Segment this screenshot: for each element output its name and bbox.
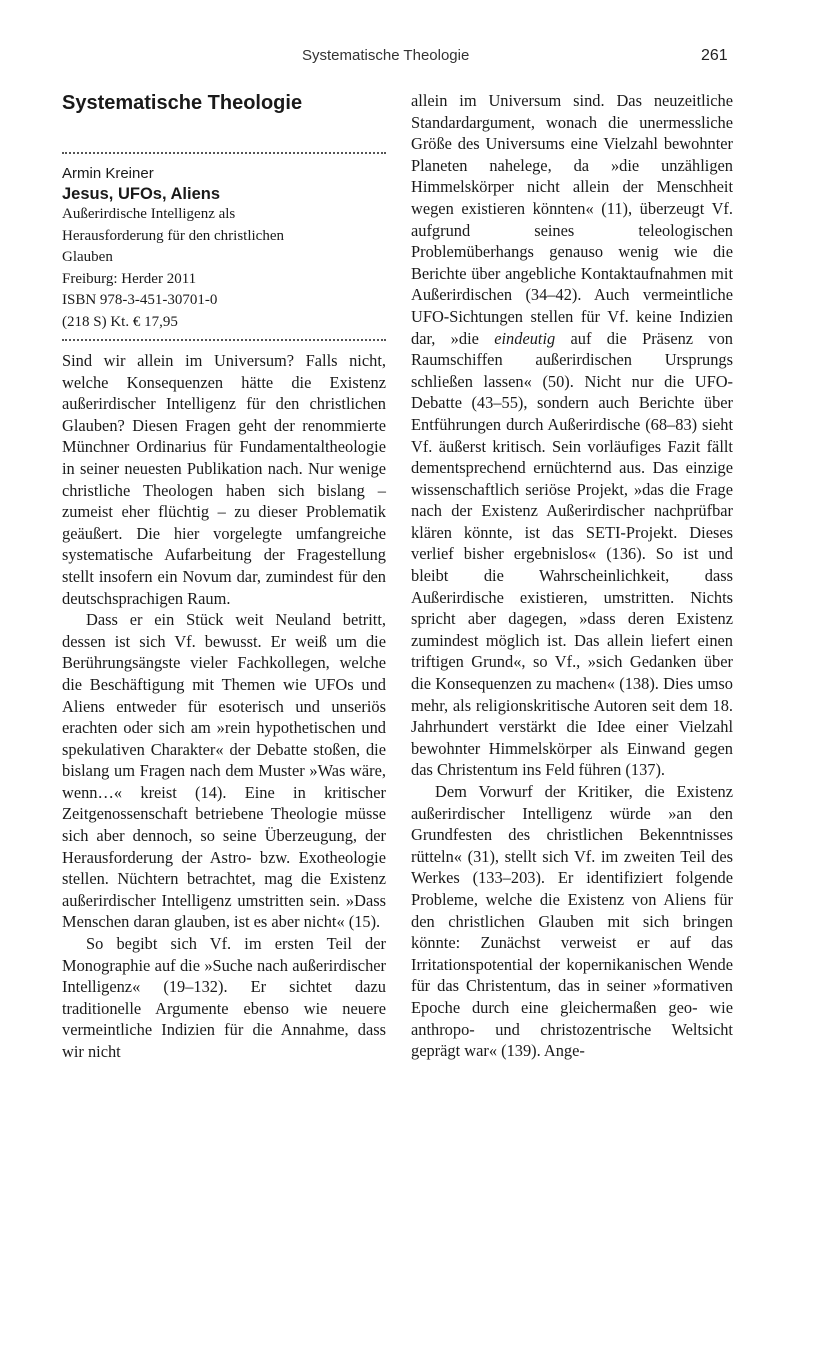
- page-number: 261: [701, 47, 728, 64]
- book-author: Armin Kreiner: [62, 165, 154, 182]
- body-paragraph: Dem Vorwurf der Kritiker, die Existenz außerirdischer Intelligenz würde »an den Grundfesten des christlichen Bekenntnisses rütteln« (31), stellt sich Vf. im zweiten Teil des Werkes (133–203). Er identifiziert folgende Probleme, welche die Existenz von Aliens für den christlichen Glauben mit sich bringen könnte: Zunächst verweist er auf das Irritationspotential der kopernikanischen Wende für das Christentum, das in seiner »formativen Epoche durch eine gleichermaßen geo- wie anthropo- und christozentrische Weltsicht geprägt war« (139). Ange-: [411, 782, 733, 1061]
- body-paragraph: [411, 90, 733, 781]
- body-paragraph: Sind wir allein im Universum? Falls nicht, welche Konsequenzen hätte die Existenz außerirdischer Intelligenz für den christlichen Glauben? Diesen Fragen geht der renommierte Münchner Ordinarius für Fundamentaltheologie in seiner neuesten Publikation nach. Nur wenige christliche Theologen haben sich bislang – zumeist eher flüchtig – zu dieser Problematik geäußert. Die hier vorgelegte umfangreiche systematische Aufarbeitung der Fragestellung stellt insofern ein Novum dar, zumindest für den deutschsprachigen Raum.: [62, 351, 386, 608]
- book-price: (218 S) Kt. € 17,95: [62, 313, 178, 330]
- emphasis-text: eindeutig: [494, 328, 556, 348]
- book-subtitle-line: Glauben: [62, 249, 113, 265]
- dotted-divider-bottom: [62, 339, 386, 341]
- paragraph-text: auf die Präsenz von Raumschiffen außerirdischen Ursprungs schließen lassen« (50). Nicht nur die UFO-Debatte (43–55), sondern auch Berichte über Entführungen durch Außerirdische (68–83) sieht Vf. äußerst kritisch. Sein vorläufiges Fazit fällt dementsprechend ernüchternd aus. Das einzige wissenschaftlich seriöse Projekt, »das die Frage nach der Existenz Außerirdischer nachprüfbar klären könnte, ist das SETI-Projekt. Dieses verlief bisher ergebnislos« (136). So ist und bleibt die Wahrscheinlichkeit, dass Außerirdische existieren, umstritten. Nichts spricht aber dagegen, »dass deren Existenz zumindest möglich ist. Das allein liefert einen triftigen Grund«, so Vf., »sich Gedanken über die Konsequenzen zu machen« (138). Dies umso mehr, als religionskritische Autoren seit dem 18. Jahrhundert verstärkt die Idee einer Vielzahl bewohnter Himmelskörper als Einwand gegen das Christentum ins Feld führen (137).: [411, 328, 733, 780]
- left-column: [62, 90, 386, 1063]
- dotted-divider-top: [62, 152, 386, 154]
- book-isbn: ISBN 978-3-451-30701-0: [62, 292, 218, 308]
- book-subtitle-line: Herausforderung für den christlichen: [62, 227, 284, 244]
- right-column: [411, 90, 733, 1062]
- book-title: Jesus, UFOs, Aliens: [62, 185, 221, 203]
- book-subtitle-line: Außerirdische Intelligenz als: [62, 206, 236, 222]
- body-paragraph: Dass er ein Stück weit Neuland betritt, dessen ist sich Vf. bewusst. Er weiß um die Berührungsängste vieler Fachkollegen, welche die Beschäftigung mit Themen wie UFOs und Aliens entweder für esoterisch und unseriös erachten oder sich am »rein hypothetischen und spekulativen Charakter« der Debatte stoßen, die bislang um Fragen nach dem Muster »Was wäre, wenn…« kreist (14). Eine in kritischer Zeitgenossenschaft betriebene Theologie müsse sich aber dennoch, so seine Überzeugung, der Herausforderung der Astro- bzw. Exotheologie stellen. Nüchtern betrachtet, mag die Existenz außerirdischer Intelligenz umstritten sein. »Dass Menschen daran glauben, ist es aber nicht« (15).: [62, 610, 386, 932]
- running-head: Systematische Theologie: [302, 47, 470, 64]
- book-info: [62, 163, 386, 333]
- book-publisher: Freiburg: Herder 2011: [62, 270, 197, 287]
- body-paragraph: So begibt sich Vf. im ersten Teil der Monographie auf die »Suche nach außerirdischer Intelligenz« (19–132). Er sichtet dazu traditionelle Argumente ebenso wie neuere vermeintliche Indizien für die Annahme, dass wir nicht: [62, 934, 386, 1061]
- section-title: Systematische Theologie: [62, 92, 303, 114]
- paragraph-text: allein im Universum sind. Das neuzeitliche Standardargument, wonach die unermessliche Größe des Universums eine Vielzahl bewohnter Planeten nahelege, da »die unzähligen Himmelskörper nicht allein der Menschheit wegen existieren könnten« (11), überzeugt Vf. aufgrund seines teleologischen Problemüberhangs genauso wenig wie die Berichte über angebliche Kontaktaufnahmen mit Außerirdischen (34–42). Auch vermeintliche UFO-Sichtungen stellen für Vf. keine Indizien dar, »die: [411, 91, 733, 348]
